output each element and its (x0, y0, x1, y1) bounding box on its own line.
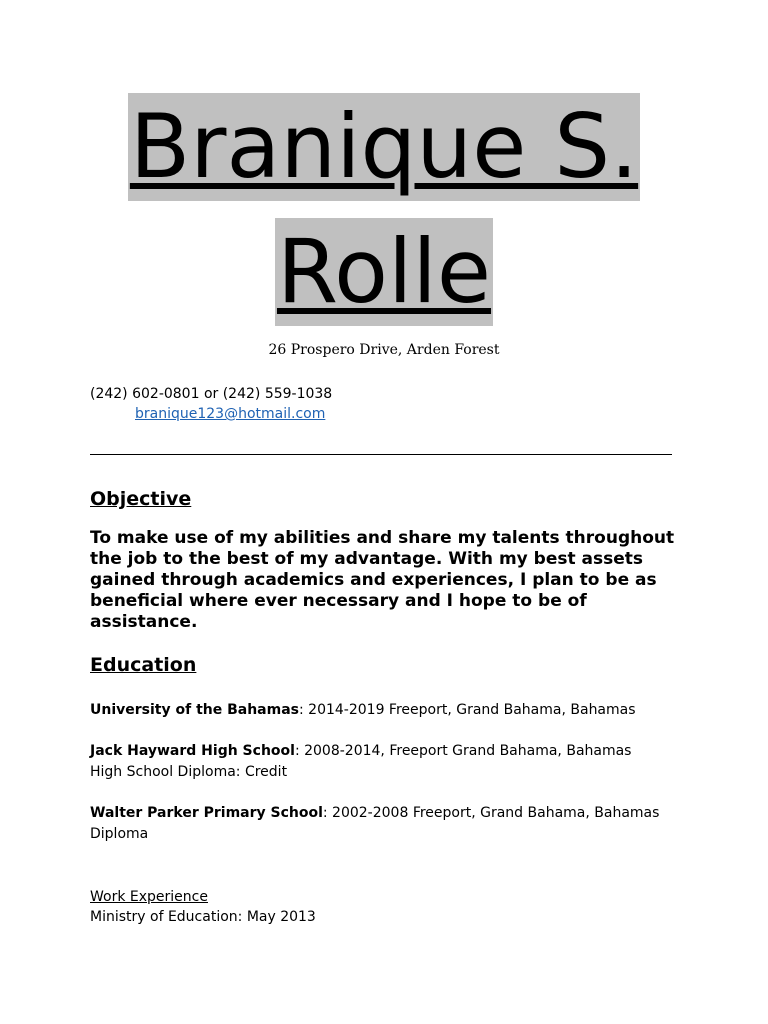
education-heading: Education (90, 654, 197, 676)
school-qualification: High School Diploma: Credit (90, 764, 288, 780)
school-details: : 2014-2019 Freeport, Grand Bahama, Bahamas (299, 702, 636, 718)
candidate-name-first: Branique S. (128, 93, 640, 201)
objective-text: To make use of my abilities and share my talents throughout the job to the best of my advantage. With my best assets gained through academics and experiences, I plan to be as beneficial where ever necessary and I hope to be of assistance. (90, 528, 675, 632)
objective-heading: Objective (90, 488, 192, 510)
school-name: Walter Parker Primary School (90, 805, 323, 821)
address: 26 Prospero Drive, Arden Forest (268, 342, 500, 358)
school-qualification: Diploma (90, 826, 149, 842)
school-name: University of the Bahamas (90, 702, 299, 718)
school-details: : 2008-2014, Freeport Grand Bahama, Bahamas (294, 743, 632, 759)
education-entry (90, 741, 690, 783)
email-link[interactable]: branique123@hotmail.com (135, 406, 326, 422)
header-divider (90, 454, 672, 455)
education-entry (90, 803, 690, 845)
name-line-2 (0, 218, 768, 326)
work-experience-heading: Work Experience (90, 889, 208, 905)
education-entry (90, 700, 690, 721)
school-name: Jack Hayward High School (90, 743, 295, 759)
phone-numbers: (242) 602-0801 or (242) 559-1038 (90, 386, 333, 402)
work-experience-item: Ministry of Education: May 2013 (90, 909, 316, 925)
candidate-name-last: Rolle (275, 218, 493, 326)
school-details: : 2002-2008 Freeport, Grand Bahama, Bahamas (322, 805, 660, 821)
name-line-1 (0, 93, 768, 201)
